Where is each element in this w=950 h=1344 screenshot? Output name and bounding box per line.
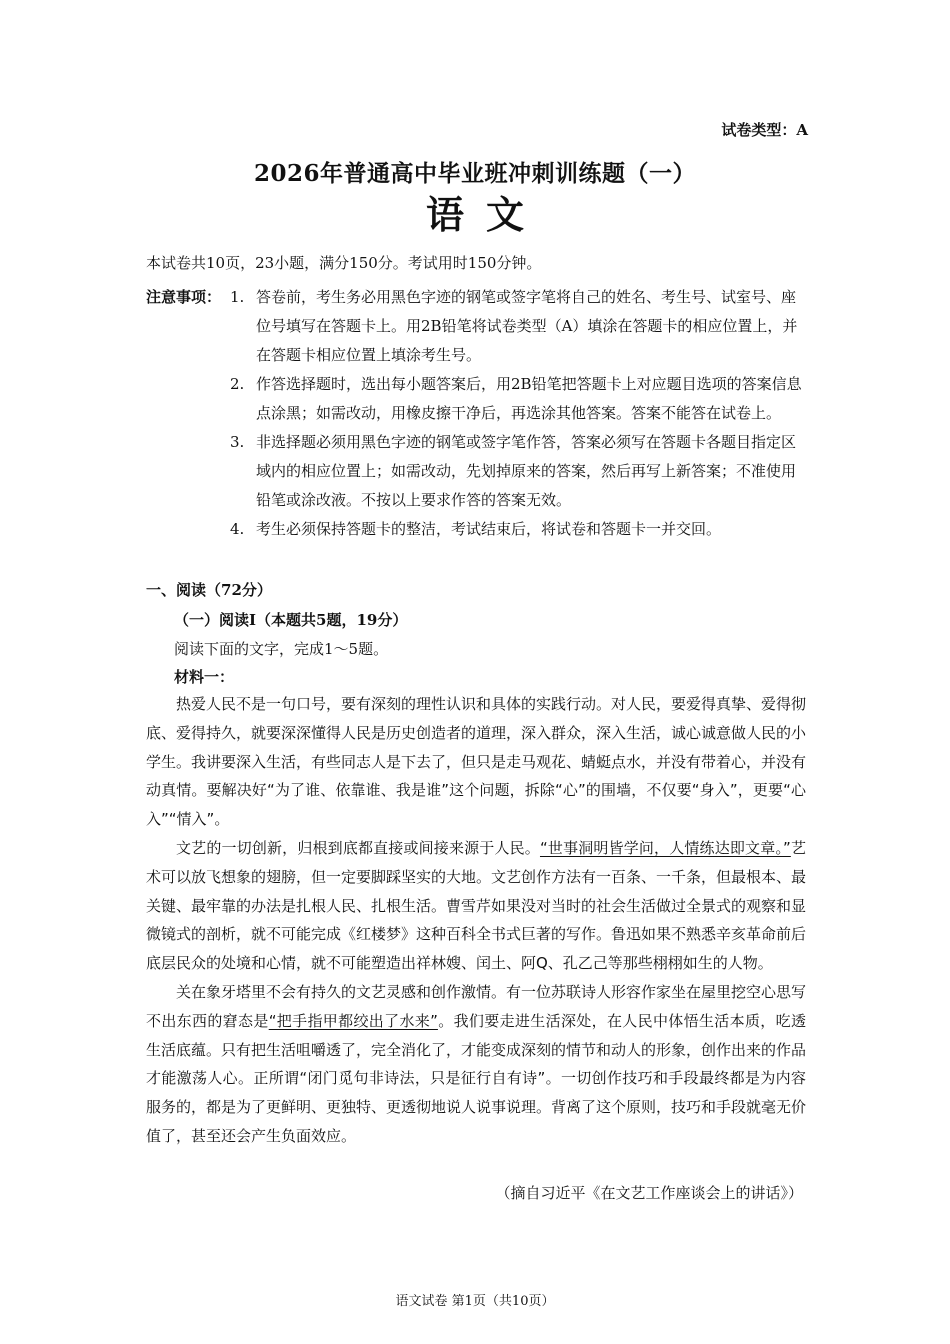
notice-item bbox=[146, 283, 806, 370]
passage-paragraph bbox=[146, 978, 806, 1151]
passage-paragraph bbox=[146, 834, 806, 978]
paragraph-text: 。我们要走进生活深处，在人民中体悟生活本质，吃透生活底蕴。只有把生活咀嚼透了，完全消化了，才能变成深刻的情节和动人的形象，创作出来的作品才能激荡人心。正所谓“闭门觅句非诗法，只是征行自有诗”。一切创作技巧和手段最终都是为内容服务的，都是为了更鲜明、更独特、更透彻地说人说事说理。背离了这个原则，技巧和手段就毫无价值了，甚至还会产生负面效应。 bbox=[146, 1011, 807, 1145]
section-title: 一、阅读（72分） bbox=[146, 581, 272, 599]
subsection-title: （一）阅读Ⅰ（本题共5题，19分） bbox=[174, 611, 408, 629]
passage-paragraph: 热爱人民不是一句口号，要有深刻的理性认识和具体的实践行动。对人民，要爱得真挚、爱得彻底、爱得持久，就要深深懂得人民是历史创造者的道理，深入群众，深入生活，诚心诚意做人民的小学生。我讲要深入生活，有些同志人是下去了，但只是走马观花、蜻蜓点水，并没有带着心，并没有动真情。要解决好“为了谁、依靠谁、我是谁”这个问题，拆除“心”的围墙，不仅要“身入”，更要“心入”“情入”。 bbox=[146, 695, 807, 829]
exam-title: 2026年普通高中毕业班冲刺训练题（一） bbox=[253, 160, 696, 187]
exam-intro: 本试卷共10页，23小题，满分150分。考试用时150分钟。 bbox=[146, 254, 542, 272]
notice-label: 注意事项： bbox=[146, 288, 222, 306]
notice-section bbox=[146, 283, 806, 544]
underlined-quote: “世事洞明皆学问，人情练达即文章。” bbox=[539, 838, 791, 857]
notice-text: 答卷前，考生务必用黑色字迹的钢笔或签字笔将自己的姓名、考生号、试室号、座位号填写在答题卡上。用2B铅笔将试卷类型（A）填涂在答题卡的相应位置上，并在答题卡相应位置上填涂考生号。 bbox=[256, 288, 798, 364]
notice-number: 1. bbox=[230, 288, 245, 306]
subject-title: 语文 bbox=[425, 192, 546, 237]
notice-text: 作答选择题时，选出每小题答案后，用2B铅笔把答题卡上对应题目选项的答案信息点涂黑；如需改动，用橡皮擦干净后，再选涂其他答案。答案不能答在试卷上。 bbox=[256, 375, 802, 422]
paragraph-text: 关在象牙塔里不会有持久的文艺灵感和创作激情。有一位苏联诗人形容作家坐在屋里挖空心思写不出东西的窘态是 bbox=[146, 982, 807, 1030]
reading-instruction: 阅读下面的文字，完成1～5题。 bbox=[174, 640, 389, 658]
notice-number: 3. bbox=[230, 433, 245, 451]
material-label: 材料一： bbox=[174, 668, 235, 686]
notice-text: 考生必须保持答题卡的整洁，考试结束后，将试卷和答题卡一并交回。 bbox=[256, 520, 722, 538]
notice-item bbox=[146, 428, 806, 515]
paragraph-text: 艺术可以放飞想象的翅膀，但一定要脚踩坚实的大地。文艺创作方法有一百条、一千条，但最根本、最关键、最牢靠的办法是扎根人民、扎根生活。曹雪芹如果没对当时的社会生活做过全景式的观察和显微镜式的剖析，就不可能完成《红楼梦》这种百科全书式巨著的写作。鲁迅如果不熟悉辛亥革命前后底层民众的处境和心情，就不可能塑造出祥林嫂、闰土、阿Q、孔乙己等那些栩栩如生的人物。 bbox=[146, 838, 807, 973]
page-footer: 语文试卷 第1页（共10页） bbox=[395, 1294, 555, 1309]
underlined-quote: “把手指甲都绞出了水来” bbox=[268, 1011, 438, 1030]
notice-number: 2. bbox=[230, 375, 245, 393]
notice-item bbox=[146, 515, 806, 544]
notice-number: 4. bbox=[230, 520, 245, 538]
notice-item bbox=[146, 370, 806, 428]
paper-type-label: 试卷类型：A bbox=[721, 121, 808, 139]
paragraph-text: 文艺的一切创新，归根到底都直接或间接来源于人民。 bbox=[176, 838, 540, 857]
reading-passage bbox=[146, 690, 806, 1151]
source-citation: （摘自习近平《在文艺工作座谈会上的讲话》） bbox=[495, 1184, 803, 1202]
notice-text: 非选择题必须用黑色字迹的钢笔或签字笔作答，答案必须写在答题卡各题目指定区域内的相应位置上；如需改动，先划掉原来的答案，然后再写上新答案；不准使用铅笔或涂改液。不按以上要求作答的答案无效。 bbox=[256, 433, 797, 509]
